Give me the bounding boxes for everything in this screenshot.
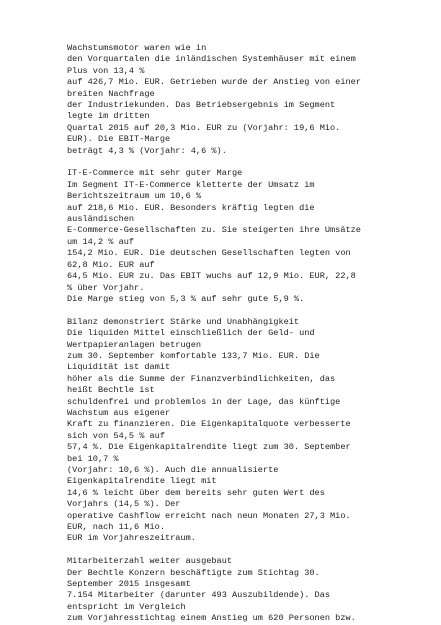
text-line: sich von 54,5 % auf xyxy=(67,430,165,441)
paragraph-mitarbeiter xyxy=(67,556,439,624)
text-line: beträgt 4,3 % (Vorjahr: 4,6 %). xyxy=(67,145,227,156)
text-line: legte im dritten xyxy=(67,111,150,122)
text-line: EUR). Die EBIT-Marge xyxy=(67,134,171,145)
text-line: 62,8 Mio. EUR auf xyxy=(67,259,155,270)
section-heading: IT-E-Commerce mit sehr guter Marge xyxy=(67,168,243,179)
text-line: E-Commerce-Gesellschaften zu. Sie steigerten ihre Umsätze xyxy=(67,225,361,236)
text-line: um 14,2 % auf xyxy=(67,236,135,247)
text-line: auf 426,7 Mio. EUR. Getrieben wurde der Anstieg von einer xyxy=(67,77,361,88)
text-line: EUR, nach 11,6 Mio. xyxy=(67,522,165,533)
text-line: zum Vorjahresstichtag einem Anstieg um 620 Personen bzw. xyxy=(67,613,356,624)
text-line: schuldenfrei und problemlos in der Lage, das künftige xyxy=(67,396,341,407)
text-line: Liquidität ist damit xyxy=(67,362,171,373)
text-line: Berichtszeitraum um 10,6 % xyxy=(67,191,202,202)
text-line: operative Cashflow erreicht nach neun Monaten 27,3 Mio. xyxy=(67,510,351,521)
text-line: zum 30. September komfortable 133,7 Mio. EUR. Die xyxy=(67,350,320,361)
text-line: Der Bechtle Konzern beschäftigte zum Stichtag 30. xyxy=(67,567,320,578)
text-line: ausländischen xyxy=(67,214,135,225)
text-line: Wertpapieranlagen betrugen xyxy=(67,339,202,350)
text-line: Die liquiden Mittel einschließlich der Geld- und xyxy=(67,328,315,339)
text-line: EUR im Vorjahreszeitraum. xyxy=(67,533,196,544)
text-line: entspricht im Vergleich xyxy=(67,601,186,612)
text-line: Plus von 13,4 % xyxy=(67,65,145,76)
text-line: Eigenkapitalrendite liegt mit xyxy=(67,476,217,487)
text-line: Wachstum aus eigener xyxy=(67,407,171,418)
text-line: den Vorquartalen die inländischen Systemhäuser mit einem xyxy=(67,54,356,65)
text-line: Kraft zu finanzieren. Die Eigenkapitalquote verbesserte xyxy=(67,419,351,430)
text-line: (Vorjahr: 10,6 %). Auch die annualisierte xyxy=(67,465,279,475)
text-line: 57,4 %. Die Eigenkapitalrendite liegt zum 30. September xyxy=(67,442,351,453)
text-line: bei 10,7 % xyxy=(67,453,119,464)
text-line: 154,2 Mio. EUR. Die deutschen Gesellschaften legten von xyxy=(67,248,351,259)
paragraph-it-e-commerce xyxy=(67,168,439,305)
section-heading: Mitarbeiterzahl weiter ausgebaut xyxy=(67,556,233,567)
text-line: breiten Nachfrage xyxy=(67,88,155,99)
text-line: Im Segment IT-E-Commerce kletterte der Umsatz im xyxy=(67,179,315,190)
text-line: auf 218,6 Mio. EUR. Besonders kräftig legten die xyxy=(67,202,315,213)
paragraph-bilanz xyxy=(67,317,439,545)
text-line: Die Marge stieg von 5,3 % auf sehr gute 5,9 %. xyxy=(67,293,305,304)
text-line: % über Vorjahr. xyxy=(67,282,145,293)
text-line: der Industriekunden. Das Betriebsergebnis im Segment xyxy=(67,100,336,111)
text-line: heißt Bechtle ist xyxy=(67,385,155,396)
paragraph-systemhaeuser xyxy=(67,43,439,157)
text-line: höher als die Summe der Finanzverbindlichkeiten, das xyxy=(67,373,336,384)
text-line: September 2015 insgesamt xyxy=(67,579,191,590)
section-heading: Bilanz demonstriert Stärke und Unabhängigkeit xyxy=(67,316,300,327)
text-line: 14,6 % leicht über dem bereits sehr guten Wert des xyxy=(67,487,325,498)
text-line: 7.154 Mitarbeiter (darunter 493 Auszubildende). Das xyxy=(67,590,331,601)
document-body xyxy=(67,43,439,625)
text-line: Wachstumsmotor waren wie in xyxy=(67,43,207,53)
text-line: 64,5 Mio. EUR zu. Das EBIT wuchs auf 12,9 Mio. EUR, 22,8 xyxy=(67,271,356,282)
text-line: Quartal 2015 auf 20,3 Mio. EUR zu (Vorjahr: 19,6 Mio. xyxy=(67,122,341,133)
text-line: Vorjahrs (14,5 %). Der xyxy=(67,499,181,510)
